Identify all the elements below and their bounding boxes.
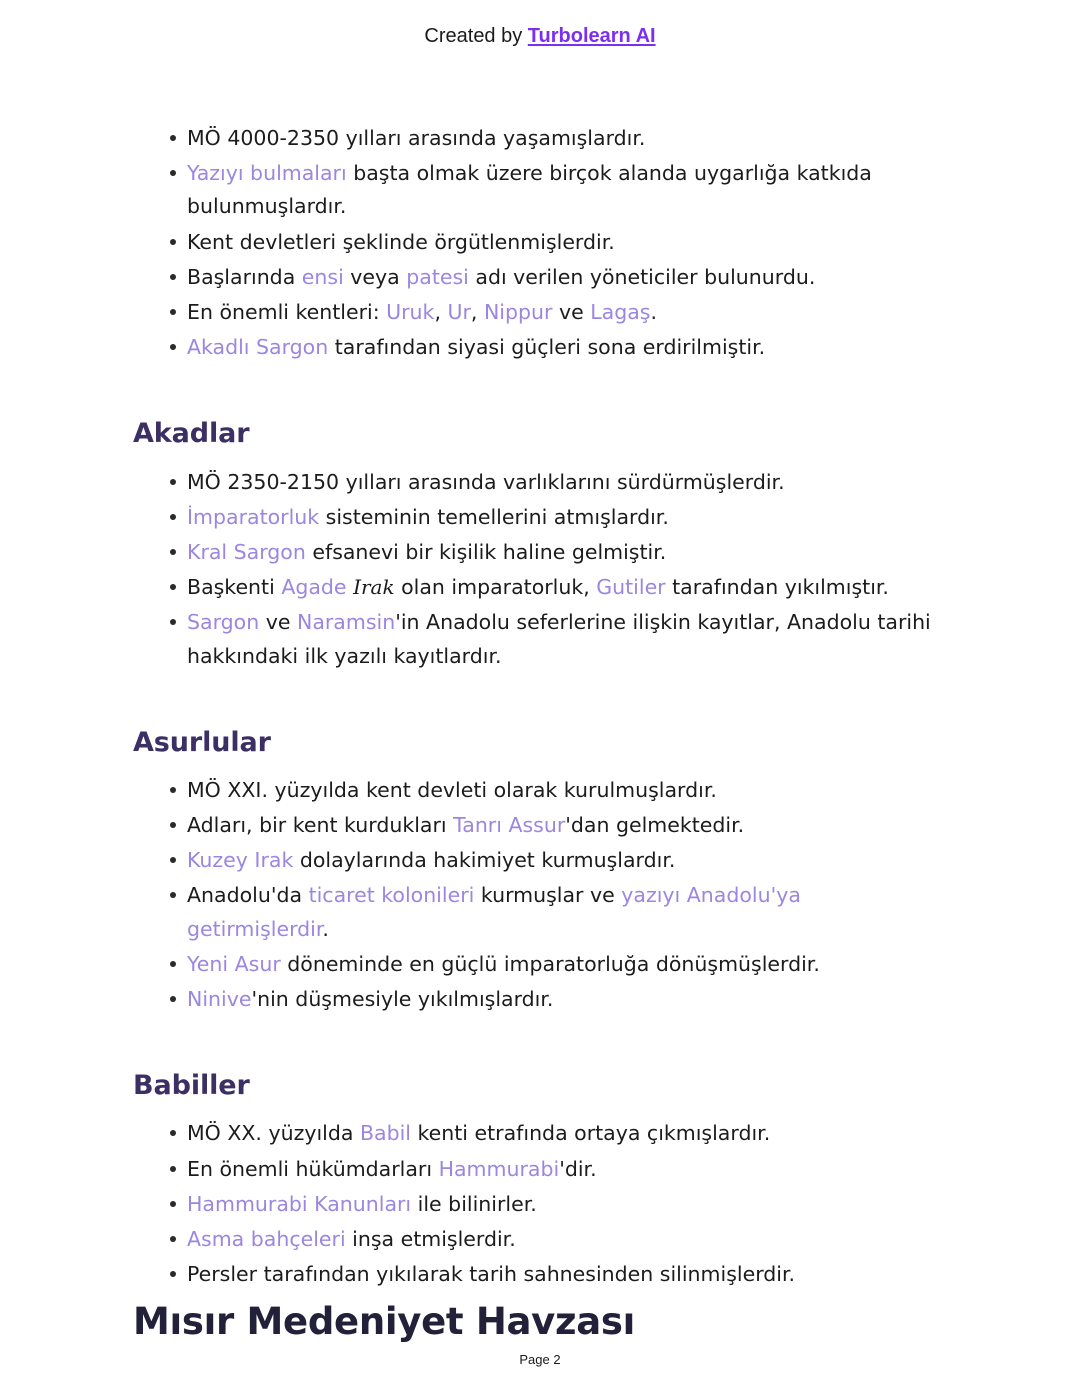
list-item bbox=[133, 261, 948, 294]
highlighted-term: Ur bbox=[447, 300, 471, 325]
highlighted-term: Naramsin bbox=[296, 610, 396, 635]
list-item bbox=[133, 606, 948, 672]
list-item bbox=[133, 226, 948, 259]
highlighted-term: Ninive bbox=[187, 987, 252, 1012]
text-run: . bbox=[650, 300, 658, 325]
text-run: MÖ 4000-2350 yılları arasında yaşamışlardır. bbox=[187, 126, 646, 150]
text-run: adı verilen yöneticiler bulunurdu. bbox=[468, 264, 816, 289]
text-run: ile bilinirler. bbox=[411, 1191, 537, 1216]
section-heading: Asurlular bbox=[133, 726, 271, 758]
text-run: , bbox=[470, 300, 484, 325]
text-run: ve bbox=[552, 300, 591, 325]
list-item bbox=[133, 536, 948, 569]
text-run: MÖ 2350-2150 yılları arasında varlıklarını sürdürmüşlerdir. bbox=[187, 469, 785, 494]
highlighted-term: Yazıyı bulmaları bbox=[187, 161, 347, 186]
list-item bbox=[133, 571, 948, 604]
highlighted-term: Agade bbox=[281, 575, 347, 600]
list-item bbox=[133, 844, 948, 877]
text-run: veya bbox=[343, 264, 407, 289]
text-run: Başkenti bbox=[187, 575, 282, 600]
section-heading: Babiller bbox=[133, 1070, 250, 1102]
list-item bbox=[133, 983, 948, 1016]
highlighted-term: Asma bahçeleri bbox=[187, 1226, 346, 1251]
list-item bbox=[133, 1258, 948, 1291]
turbolearn-brand-link[interactable]: Turbolearn AI bbox=[527, 25, 656, 47]
highlighted-term: yazıyı Anadolu'ya getirmişlerdir bbox=[187, 883, 801, 941]
text-run: En önemli hükümdarları bbox=[187, 1156, 439, 1181]
bullet-list bbox=[133, 466, 948, 673]
highlighted-term: Babil bbox=[359, 1121, 411, 1146]
text-run: Persler tarafından yıkılarak tarih sahnesinden silinmişlerdir. bbox=[187, 1262, 796, 1287]
highlighted-term: Nippur bbox=[483, 300, 553, 325]
bullet-list bbox=[133, 774, 948, 1016]
text-run: MÖ XXI. yüzyılda kent devleti olarak kurulmuşlardır. bbox=[187, 777, 717, 802]
highlighted-term: Tanrı Assur bbox=[453, 813, 566, 838]
highlighted-term: Hammurabi bbox=[438, 1156, 560, 1181]
text-run: MÖ XX. yüzyılda bbox=[187, 1121, 360, 1146]
document-body bbox=[133, 108, 948, 1346]
list-item bbox=[133, 809, 948, 842]
text-run: Kent devletleri şeklinde örgütlenmişlerdir. bbox=[187, 229, 615, 254]
math-italic-term: Irak bbox=[353, 575, 395, 600]
text-run: inşa etmişlerdir. bbox=[345, 1226, 516, 1251]
list-item bbox=[133, 948, 948, 981]
text-run: . bbox=[322, 916, 329, 941]
highlighted-term: Gutiler bbox=[596, 575, 666, 600]
section-heading: Akadlar bbox=[133, 418, 250, 450]
text-run: tarafından siyasi güçleri sona erdirilmiştir. bbox=[328, 335, 766, 360]
text-run: döneminde en güçlü imparatorluğa dönüşmüşlerdir. bbox=[280, 951, 820, 976]
page-title: Mısır Medeniyet Havzası bbox=[133, 1300, 635, 1344]
text-run: En önemli kentleri: bbox=[187, 300, 387, 325]
highlighted-term: patesi bbox=[406, 264, 469, 289]
list-item bbox=[133, 1188, 948, 1221]
sections-container bbox=[133, 122, 948, 1291]
text-run: kenti etrafında ortaya çıkmışlardır. bbox=[411, 1121, 771, 1146]
text-run: efsanevi bir kişilik haline gelmiştir. bbox=[305, 539, 667, 564]
text-run: Adları, bir kent kurdukları bbox=[187, 813, 454, 838]
list-item bbox=[133, 1223, 948, 1256]
page-footer bbox=[0, 1352, 1080, 1367]
text-run: başta olmak üzere birçok alanda uygarlığa katkıda bulunmuşlardır. bbox=[187, 161, 872, 219]
list-item bbox=[133, 774, 948, 807]
text-run: 'in Anadolu seferlerine ilişkin kayıtlar, Anadolu tarihi hakkındaki ilk yazılı kayıtlardır. bbox=[187, 610, 931, 668]
text-run: kurmuşlar ve bbox=[474, 883, 622, 908]
highlighted-term: İmparatorluk bbox=[187, 504, 320, 529]
highlighted-term: Hammurabi Kanunları bbox=[187, 1191, 412, 1216]
bullet-list bbox=[133, 122, 948, 364]
bullet-list bbox=[133, 1117, 948, 1291]
text-run: ve bbox=[259, 610, 297, 635]
created-by-credit bbox=[0, 26, 1080, 46]
list-item bbox=[133, 1153, 948, 1186]
highlighted-term: Uruk bbox=[386, 300, 435, 325]
list-item bbox=[133, 879, 948, 945]
list-item bbox=[133, 157, 948, 223]
list-item bbox=[133, 296, 948, 329]
text-run: , bbox=[434, 300, 448, 325]
text-run: Başlarında bbox=[187, 264, 302, 289]
list-item bbox=[133, 331, 948, 364]
list-item bbox=[133, 466, 948, 499]
highlighted-term: Kuzey Irak bbox=[187, 848, 294, 873]
text-run: 'dan gelmektedir. bbox=[565, 813, 745, 838]
highlighted-term: Lagaş bbox=[590, 300, 651, 325]
highlighted-term: Sargon bbox=[187, 610, 260, 635]
text-run: Anadolu'da bbox=[187, 883, 309, 908]
highlighted-term: Akadlı Sargon bbox=[187, 335, 329, 360]
list-item bbox=[133, 1117, 948, 1150]
highlighted-term: Yeni Asur bbox=[187, 951, 281, 976]
highlighted-term: ticaret kolonileri bbox=[308, 883, 475, 908]
page-number-label: Page 2 bbox=[519, 1352, 561, 1367]
list-item bbox=[133, 501, 948, 534]
text-run: sisteminin temellerini atmışlardır. bbox=[319, 504, 669, 529]
list-item bbox=[133, 122, 948, 155]
text-run: tarafından yıkılmıştır. bbox=[665, 575, 889, 600]
created-by-text: Created by bbox=[424, 25, 528, 47]
text-run: dolaylarında hakimiyet kurmuşlardır. bbox=[293, 848, 676, 873]
text-run: 'nin düşmesiyle yıkılmışlardır. bbox=[251, 987, 554, 1012]
text-run: olan imparatorluk, bbox=[394, 575, 597, 600]
text-run: 'dir. bbox=[559, 1156, 597, 1181]
highlighted-term: Kral Sargon bbox=[187, 539, 306, 564]
highlighted-term: ensi bbox=[301, 264, 344, 289]
